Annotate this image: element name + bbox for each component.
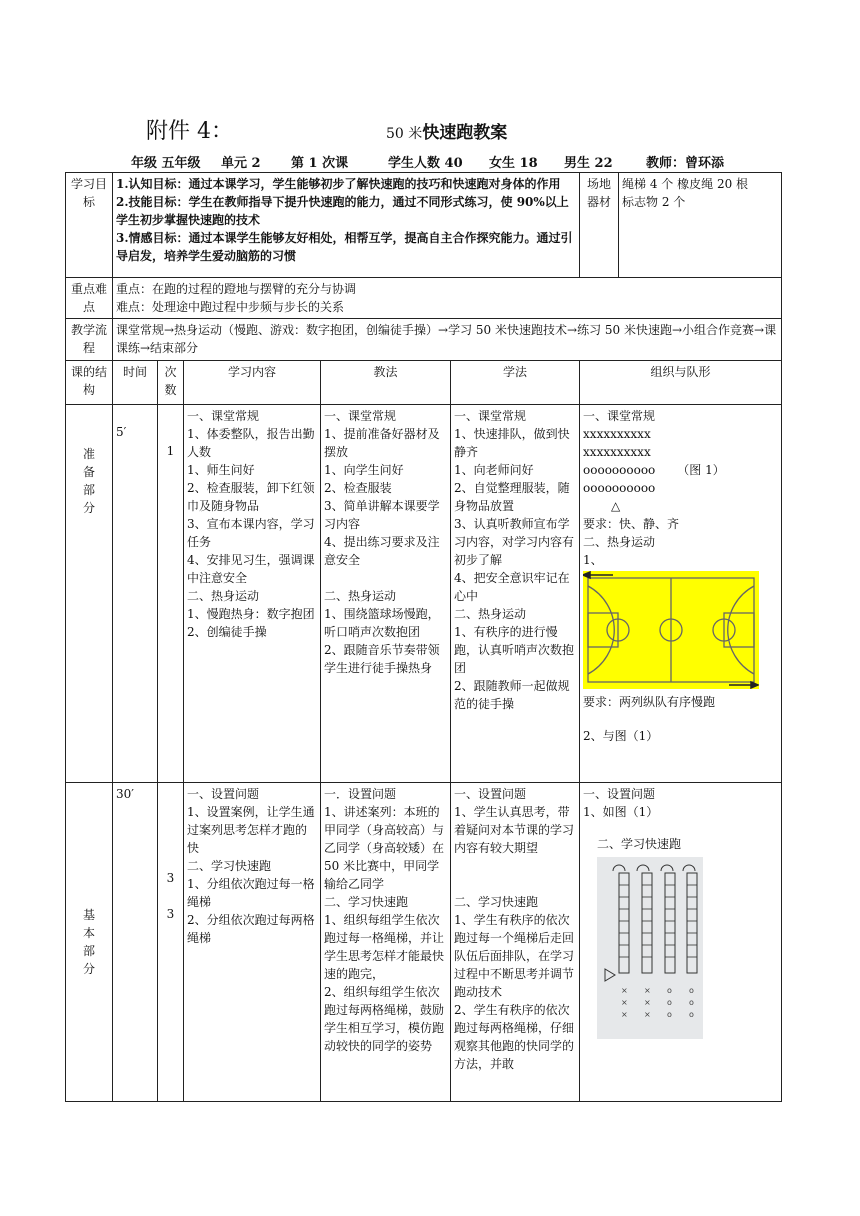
warmup-item-1: 1、 — [583, 553, 603, 567]
svg-text:×: × — [621, 998, 628, 1007]
svg-text:o: o — [667, 1010, 672, 1019]
basic-figure-ref: 1、如图（1） — [583, 805, 659, 819]
col-learning: 学法 — [451, 361, 580, 405]
info-grade: 年级 五年级 — [131, 156, 201, 171]
svg-text:o: o — [689, 1010, 694, 1019]
basic-org-head: 一、设置问题 — [583, 787, 656, 801]
objectives-text: 1.认知目标：通过本课学习，学生能够初步了解快速跑的技巧和快速跑对身体的作用 2.技能目标：学生在教师指导下提升快速跑的能力，通过不同形式练习，使 90%以上学生初步掌握快速跑的技术 3.情感目标：通过本课学生能够友好相处，相帮互学，提高自主合作探究能力。通过引导启发，培养学生爱动脑筋的习惯 — [113, 173, 580, 278]
col-content: 学习内容 — [184, 361, 321, 405]
svg-text:×: × — [621, 1010, 628, 1019]
col-time: 时间 — [113, 361, 158, 405]
prep-requirement-2: 要求：两列纵队有序慢跑 — [583, 695, 716, 709]
info-boys: 男生 22 — [564, 156, 613, 171]
objectives-label: 学习目标 — [66, 173, 113, 278]
ladder-rungs — [619, 885, 697, 957]
prep-learning: 一、课堂常规 1、快速排队，做到快静齐 1、向老师问好 2、自觉整理服装，随身物品放置 3、认真听教师宣布学习内容，对学习内容有初步了解 4、把安全意识牢记在心中 二、热身运动 1、有秩序的进行慢跑，认真听哨声次数抱团 2、跟随教师一起做规范的徒手操 — [451, 405, 580, 783]
student-markers — [621, 986, 694, 1019]
col-organization: 组织与队形 — [580, 361, 782, 405]
rope-ladder-drill-photo — [597, 857, 703, 1039]
formation-row: oooooooooo — [583, 481, 656, 495]
teacher-triangle-icon — [605, 969, 615, 981]
lesson-plan-table — [65, 172, 782, 1102]
focus-label: 重点难点 — [66, 278, 113, 319]
svg-text:×: × — [621, 986, 628, 995]
focus-text: 重点：在跑的过程的蹬地与摆臂的充分与协调 难点：处理途中跑过程中步频与步长的关系 — [113, 278, 782, 319]
basic-time: 30′ — [113, 783, 158, 1102]
basketball-court-diagram — [583, 571, 759, 689]
basic-organization — [580, 783, 782, 1102]
basic-learning: 一、设置问题 1、学生认真思考，带着疑问对本节课的学习内容有较大期望 二、学习快速跑 1、学生有秩序的依次跑过每一个绳梯后走回队伍后面排队，在学习过程中不断思考并调节跑动技术 2、学生有秩序的依次跑过每两格绳梯，仔细观察其他跑的快同学的方法，并敢 — [451, 783, 580, 1102]
prep-count: 1 — [158, 405, 184, 783]
title-text: 快速跑教案 — [422, 123, 508, 143]
svg-text:o: o — [689, 998, 694, 1007]
figure-label: （图 1） — [677, 463, 725, 477]
page-title — [386, 118, 507, 143]
basic-section-row — [66, 783, 782, 1102]
basic-count: 3 3 — [158, 783, 184, 1102]
svg-text:×: × — [644, 998, 651, 1007]
prep-label: 准 备 部 分 — [66, 405, 113, 783]
focus-row — [66, 278, 782, 319]
flow-label: 教学流程 — [66, 319, 113, 361]
prep-teaching: 一、课堂常规 1、提前准备好器材及摆放 1、向学生问好 2、检查服装 3、简单讲解本课要学习内容 4、提出练习要求及注意安全 二、热身运动 1、围绕篮球场慢跑，听口哨声次数抱团 2、跟随音乐节奏带领学生进行徒手操热身 — [321, 405, 451, 783]
formation-row: xxxxxxxxxx — [583, 427, 651, 441]
col-structure: 课的结构 — [66, 361, 113, 405]
col-count: 次数 — [158, 361, 184, 405]
venue-text: 绳梯 4 个 橡皮绳 20 根 标志物 2 个 — [619, 173, 782, 278]
formation-row: oooooooooo — [583, 463, 656, 477]
basic-teaching: 一．设置问题 1、讲述案列：本班的甲同学（身高较高）与乙同学（身高较矮）在 50 米比赛中，甲同学输给乙同学 二、学习快速跑 1、组织每组学生依次跑过每一格绳梯，并让学生思考怎样才能最快速的跑完， 2、组织每组学生依次跑过每两格绳梯，鼓励学生相互学习，模仿跑动较快的同学的姿势 — [321, 783, 451, 1102]
prep-section-row — [66, 405, 782, 783]
prep-time: 5′ — [113, 405, 158, 783]
objectives-row — [66, 173, 782, 278]
prep-organization — [580, 405, 782, 783]
warmup-heading: 二、热身运动 — [583, 535, 656, 549]
basic-learn-heading: 二、学习快速跑 — [597, 837, 682, 851]
svg-text:×: × — [644, 986, 651, 995]
info-unit: 单元 2 — [221, 156, 261, 171]
title-number: 50 米 — [386, 126, 423, 142]
column-header-row — [66, 361, 782, 405]
flow-text: 课堂常规→热身运动（慢跑、游戏：数字抱团，创编徒手操）→学习 50 米快速跑技术→练习 50 米快速跑→小组合作竞赛→课课练→结束部分 — [113, 319, 782, 361]
venue-label: 场地器材 — [580, 173, 619, 278]
svg-text:×: × — [644, 1010, 651, 1019]
svg-text:o: o — [667, 998, 672, 1007]
prep-figure-ref: 2、与图（1） — [583, 729, 659, 743]
svg-text:o: o — [667, 986, 672, 995]
info-teacher: 教师：曾环添 — [646, 156, 725, 171]
formation-row: xxxxxxxxxx — [583, 445, 651, 459]
flow-row — [66, 319, 782, 361]
info-girls: 女生 18 — [489, 156, 538, 171]
info-lesson: 第 1 次课 — [291, 156, 349, 171]
basic-content: 一、设置问题 1、设置案例，让学生通过案列思考怎样才跑的快 二、学习快速跑 1、分组依次跑过每一格绳梯 2、分组依次跑过每两格绳梯 — [184, 783, 321, 1102]
svg-text:o: o — [689, 986, 694, 995]
teacher-position-icon: △ — [611, 499, 621, 513]
prep-content: 一、课堂常规 1、体委整队，报告出勤人数 1、师生问好 2、检查服装，卸下红领巾及随身物品 3、宣布本课内容，学习任务 4、安排见习生，强调课中注意安全 二、热身运动 1、慢跑热身：数字抱团 2、创编徒手操 — [184, 405, 321, 783]
prep-requirement: 要求：快、静、齐 — [583, 517, 680, 531]
attachment-label: 附件 4： — [146, 119, 233, 144]
info-students: 学生人数 40 — [388, 156, 463, 171]
col-teaching: 教法 — [321, 361, 451, 405]
prep-org-head: 一、课堂常规 — [583, 409, 656, 423]
formation-row-with-figure — [583, 461, 778, 479]
basic-label: 基 本 部 分 — [66, 783, 113, 1102]
